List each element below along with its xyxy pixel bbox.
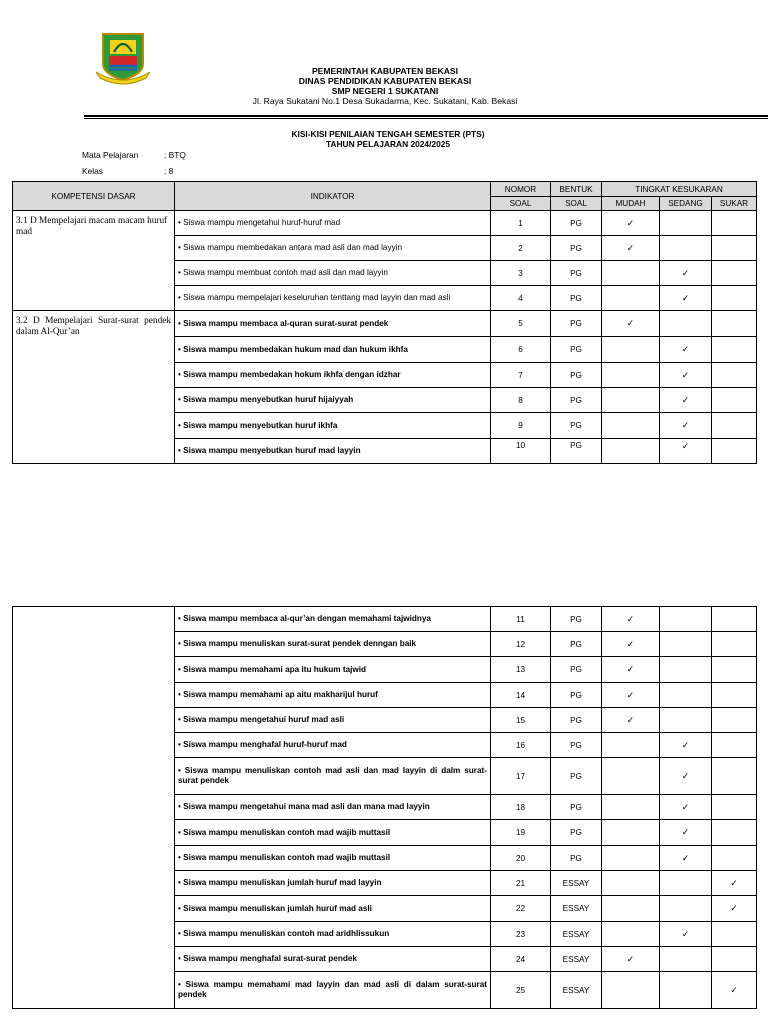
nomor-soal-cell: 12: [491, 632, 551, 657]
check-icon: ✓: [681, 394, 690, 405]
level-sukar-cell: [712, 846, 757, 871]
nomor-soal-cell: 4: [491, 286, 551, 311]
document-title-line-1: KISI-KISI PENILAIAN TENGAH SEMESTER (PTS): [291, 129, 485, 139]
level-sukar-cell: [712, 871, 757, 896]
level-mudah-cell: [602, 896, 660, 922]
letterhead-address: Jl. Raya Sukatani No.1 Desa Sukadarma, Kec. Sukatani, Kab. Bekasi: [252, 96, 518, 106]
level-sedang-cell: [660, 820, 712, 846]
nomor-soal-cell: 8: [491, 388, 551, 413]
kd-cell-3-2: 3.2 D Mempelajari Surat-surat pendek dalam Al-Qur’an: [13, 311, 175, 464]
meta-class-value: : 8: [164, 166, 174, 176]
check-icon: ✓: [626, 217, 635, 228]
level-sukar-cell: [712, 286, 757, 311]
indikator-cell: • Siswa mampu membaca al-qur’an dengan memahami tajwidnya: [175, 607, 491, 632]
check-icon: ✓: [681, 739, 690, 750]
level-sedang-cell: [660, 922, 712, 947]
bentuk-soal-cell: PG: [551, 211, 602, 236]
level-sedang-cell: [660, 657, 712, 683]
level-mudah-cell: [602, 820, 660, 846]
nomor-soal-cell: 7: [491, 363, 551, 388]
level-sedang-cell: [660, 363, 712, 388]
indikator-cell: • Siswa mampu memahami ap aitu makharijul huruf: [175, 683, 491, 708]
bentuk-soal-cell: PG: [551, 758, 602, 795]
nomor-soal-cell: 2: [491, 236, 551, 261]
bentuk-soal-cell: PG: [551, 683, 602, 708]
indikator-cell: • Siswa mampu memahami apa itu hukum tajwid: [175, 657, 491, 683]
level-mudah-cell: [602, 236, 660, 261]
level-mudah-cell: [602, 211, 660, 236]
level-sukar-cell: [712, 439, 757, 464]
bentuk-soal-cell: PG: [551, 708, 602, 733]
indikator-cell: • Siswa mampu menuliskan contoh mad aridhlissukun: [175, 922, 491, 947]
indikator-cell: • Siswa mampu memahami mad layyin dan mad asli di dalam surat-surat pendek: [175, 972, 491, 1009]
kisi-table-page-2: [12, 606, 757, 1009]
level-sukar-cell: [712, 211, 757, 236]
nomor-soal-cell: 25: [491, 972, 551, 1009]
level-sukar-cell: [712, 363, 757, 388]
table-row: [13, 311, 757, 337]
indikator-cell: • Siswa mampu menuliskan surat-surat pendek denngan baik: [175, 632, 491, 657]
indikator-cell: • Siswa mampu menyebutkan huruf mad layyin: [175, 439, 491, 464]
letterhead-line-2: DINAS PENDIDIKAN KABUPATEN BEKASI: [298, 76, 472, 86]
level-sukar-cell: [712, 922, 757, 947]
indikator-cell: • Siswa mampu membedakan hokum ikhfa dengan idzhar: [175, 363, 491, 388]
level-sedang-cell: [660, 972, 712, 1009]
check-icon: ✓: [626, 714, 635, 725]
indikator-cell: • Siswa mampu mempelajari keseluruhan tenttang mad layyin dan mad asli: [175, 286, 491, 311]
table-body-page-1: [13, 211, 757, 464]
level-mudah-cell: [602, 657, 660, 683]
level-sedang-cell: [660, 896, 712, 922]
nomor-soal-cell: 14: [491, 683, 551, 708]
indikator-cell: • Siswa mampu menghafal surat-surat pendek: [175, 947, 491, 972]
header-bentuk-soal: SOAL: [551, 197, 602, 211]
bentuk-soal-cell: PG: [551, 261, 602, 286]
level-sedang-cell: [660, 846, 712, 871]
level-sedang-cell: [660, 632, 712, 657]
letterhead-line-3: SMP NEGERI 1 SUKATANI: [331, 86, 439, 96]
indikator-cell: • Siswa mampu menghafal huruf-huruf mad: [175, 733, 491, 758]
nomor-soal-cell: 22: [491, 896, 551, 922]
indikator-cell: • Siswa mampu membedakan antara mad asli dan mad layyin: [175, 236, 491, 261]
meta-class: [82, 166, 173, 176]
nomor-soal-cell: 10: [491, 439, 551, 464]
level-sukar-cell: [712, 413, 757, 439]
check-icon: ✓: [730, 903, 738, 913]
check-icon: ✓: [626, 664, 635, 674]
level-sedang-cell: [660, 261, 712, 286]
nomor-soal-cell: 5: [491, 311, 551, 337]
meta-subject-label: Mata Pelajaran: [82, 150, 139, 160]
table-body-page-2: [13, 607, 757, 1009]
level-sukar-cell: [712, 795, 757, 820]
check-icon: ✓: [730, 877, 738, 888]
level-sukar-cell: [712, 896, 757, 922]
level-sedang-cell: [660, 795, 712, 820]
check-icon: ✓: [681, 292, 690, 303]
nomor-soal-cell: 15: [491, 708, 551, 733]
nomor-soal-cell: 23: [491, 922, 551, 947]
indikator-cell: • Siswa mampu mengetahui mana mad asli dan mana mad layyin: [175, 795, 491, 820]
level-mudah-cell: [602, 388, 660, 413]
bentuk-soal-cell: PG: [551, 236, 602, 261]
letterhead-divider: [84, 115, 768, 117]
indikator-cell: • Siswa mampu menyebutkan huruf hijaiyyah: [175, 388, 491, 413]
check-icon: ✓: [681, 801, 690, 812]
level-sedang-cell: [660, 337, 712, 363]
level-sukar-cell: [712, 607, 757, 632]
check-icon: ✓: [681, 420, 690, 430]
level-mudah-cell: [602, 607, 660, 632]
meta-subject: [82, 150, 186, 160]
level-mudah-cell: [602, 311, 660, 337]
nomor-soal-cell: 9: [491, 413, 551, 439]
bentuk-soal-cell: PG: [551, 607, 602, 632]
meta-class-label: Kelas: [82, 166, 103, 176]
level-mudah-cell: [602, 795, 660, 820]
level-sukar-cell: [712, 972, 757, 1009]
nomor-soal-cell: 19: [491, 820, 551, 846]
nomor-soal-cell: 20: [491, 846, 551, 871]
header-bentuk: BENTUK: [551, 182, 602, 197]
nomor-soal-cell: 24: [491, 947, 551, 972]
bentuk-soal-cell: PG: [551, 311, 602, 337]
level-sedang-cell: [660, 733, 712, 758]
bentuk-soal-cell: PG: [551, 286, 602, 311]
level-sukar-cell: [712, 683, 757, 708]
bentuk-soal-cell: ESSAY: [551, 871, 602, 896]
nomor-soal-cell: 21: [491, 871, 551, 896]
level-mudah-cell: [602, 758, 660, 795]
level-mudah-cell: [602, 846, 660, 871]
level-sukar-cell: [712, 708, 757, 733]
level-mudah-cell: [602, 439, 660, 464]
letterhead-line-1: PEMERINTAH KABUPATEN BEKASI: [311, 66, 459, 76]
bentuk-soal-cell: ESSAY: [551, 972, 602, 1009]
bentuk-soal-cell: PG: [551, 733, 602, 758]
bentuk-soal-cell: PG: [551, 820, 602, 846]
level-mudah-cell: [602, 947, 660, 972]
header-indikator: INDIKATOR: [175, 182, 491, 211]
indikator-cell: • Siswa mampu mengetahui huruf-huruf mad: [175, 211, 491, 236]
table-row: [13, 211, 757, 236]
indikator-cell: • Siswa mampu menuliskan jumlah huruf mad layyin: [175, 871, 491, 896]
check-icon: ✓: [681, 928, 690, 939]
bentuk-soal-cell: ESSAY: [551, 922, 602, 947]
level-sedang-cell: [660, 388, 712, 413]
check-icon: ✓: [681, 267, 690, 278]
bentuk-soal-cell: PG: [551, 657, 602, 683]
level-sedang-cell: [660, 758, 712, 795]
level-sedang-cell: [660, 439, 712, 464]
indikator-cell: • Siswa mampu menuliskan contoh mad asli dan mad layyin di dalm surat-surat pendek: [175, 758, 491, 795]
level-mudah-cell: [602, 708, 660, 733]
nomor-soal-cell: 11: [491, 607, 551, 632]
bentuk-soal-cell: PG: [551, 439, 602, 464]
header-sukar: SUKAR: [712, 197, 757, 211]
bentuk-soal-cell: PG: [551, 363, 602, 388]
indikator-cell: • Siswa mampu menuliskan contoh mad wajib muttasil: [175, 820, 491, 846]
check-icon: ✓: [626, 613, 635, 624]
level-sukar-cell: [712, 947, 757, 972]
indikator-cell: • Siswa mampu membaca al-quran surat-surat pendek: [175, 311, 491, 337]
header-kompetensi-dasar: KOMPETENSI DASAR: [13, 182, 175, 211]
nomor-soal-cell: 17: [491, 758, 551, 795]
level-sukar-cell: [712, 337, 757, 363]
level-sedang-cell: [660, 683, 712, 708]
indikator-cell: • Siswa mampu menuliskan jumlah huruf mad asli: [175, 896, 491, 922]
level-sedang-cell: [660, 708, 712, 733]
indikator-cell: • Siswa mampu membuat contoh mad asli dan mad layyin: [175, 261, 491, 286]
bentuk-soal-cell: PG: [551, 413, 602, 439]
level-sukar-cell: [712, 388, 757, 413]
level-sukar-cell: [712, 820, 757, 846]
kisi-table-page-1: [12, 181, 757, 464]
check-icon: ✓: [681, 441, 690, 451]
indikator-cell: • Siswa mampu menyebutkan huruf ikhfa: [175, 413, 491, 439]
nomor-soal-cell: 16: [491, 733, 551, 758]
level-mudah-cell: [602, 871, 660, 896]
indikator-cell: • Siswa mampu membedakan hukum mad dan hukum ikhfa: [175, 337, 491, 363]
level-mudah-cell: [602, 261, 660, 286]
level-sukar-cell: [712, 261, 757, 286]
document-title: [170, 129, 606, 149]
check-icon: ✓: [681, 369, 690, 380]
level-sedang-cell: [660, 211, 712, 236]
level-mudah-cell: [602, 922, 660, 947]
level-sedang-cell: [660, 236, 712, 261]
level-mudah-cell: [602, 286, 660, 311]
check-icon: ✓: [626, 242, 635, 253]
level-mudah-cell: [602, 337, 660, 363]
level-mudah-cell: [602, 363, 660, 388]
check-icon: ✓: [626, 318, 635, 328]
level-sukar-cell: [712, 758, 757, 795]
check-icon: ✓: [681, 770, 690, 781]
header-mudah: MUDAH: [602, 197, 660, 211]
level-mudah-cell: [602, 972, 660, 1009]
level-mudah-cell: [602, 683, 660, 708]
level-sukar-cell: [712, 236, 757, 261]
level-sukar-cell: [712, 311, 757, 337]
header-nomor-soal: SOAL: [491, 197, 551, 211]
nomor-soal-cell: 13: [491, 657, 551, 683]
check-icon: ✓: [730, 984, 738, 995]
level-sedang-cell: [660, 413, 712, 439]
level-sukar-cell: [712, 657, 757, 683]
kabupaten-bekasi-logo-icon: [92, 30, 154, 86]
level-sedang-cell: [660, 311, 712, 337]
table-row: [13, 607, 757, 632]
kd-cell-3-1: 3.1 D Mempelajari macam macam huruf mad: [13, 211, 175, 311]
indikator-cell: • Siswa mampu menuliskan contoh mad wajib muttasil: [175, 846, 491, 871]
header-tingkat-kesukaran: TINGKAT KESUKARAN: [602, 182, 757, 197]
level-mudah-cell: [602, 413, 660, 439]
check-icon: ✓: [626, 689, 635, 700]
bentuk-soal-cell: PG: [551, 846, 602, 871]
level-sukar-cell: [712, 632, 757, 657]
bentuk-soal-cell: PG: [551, 795, 602, 820]
nomor-soal-cell: 6: [491, 337, 551, 363]
letterhead: [170, 66, 600, 106]
level-mudah-cell: [602, 632, 660, 657]
level-sukar-cell: [712, 733, 757, 758]
header-nomor: NOMOR: [491, 182, 551, 197]
kd-cell-empty: [13, 607, 175, 1009]
nomor-soal-cell: 1: [491, 211, 551, 236]
bentuk-soal-cell: PG: [551, 388, 602, 413]
check-icon: ✓: [626, 953, 635, 964]
level-sedang-cell: [660, 871, 712, 896]
level-sedang-cell: [660, 607, 712, 632]
document-title-line-2: TAHUN PELAJARAN 2024/2025: [325, 139, 451, 149]
meta-subject-value: : BTQ: [164, 150, 186, 160]
check-icon: ✓: [681, 852, 690, 863]
check-icon: ✓: [681, 827, 690, 837]
letterhead-divider-thin: [84, 118, 768, 119]
nomor-soal-cell: 18: [491, 795, 551, 820]
check-icon: ✓: [681, 344, 690, 354]
table-header-row: [13, 182, 757, 197]
check-icon: ✓: [626, 638, 635, 649]
bentuk-soal-cell: PG: [551, 337, 602, 363]
nomor-soal-cell: 3: [491, 261, 551, 286]
bentuk-soal-cell: ESSAY: [551, 896, 602, 922]
bentuk-soal-cell: ESSAY: [551, 947, 602, 972]
level-sedang-cell: [660, 286, 712, 311]
bentuk-soal-cell: PG: [551, 632, 602, 657]
header-sedang: SEDANG: [660, 197, 712, 211]
level-mudah-cell: [602, 733, 660, 758]
level-sedang-cell: [660, 947, 712, 972]
indikator-cell: • Siswa mampu mengetahui huruf mad asli: [175, 708, 491, 733]
